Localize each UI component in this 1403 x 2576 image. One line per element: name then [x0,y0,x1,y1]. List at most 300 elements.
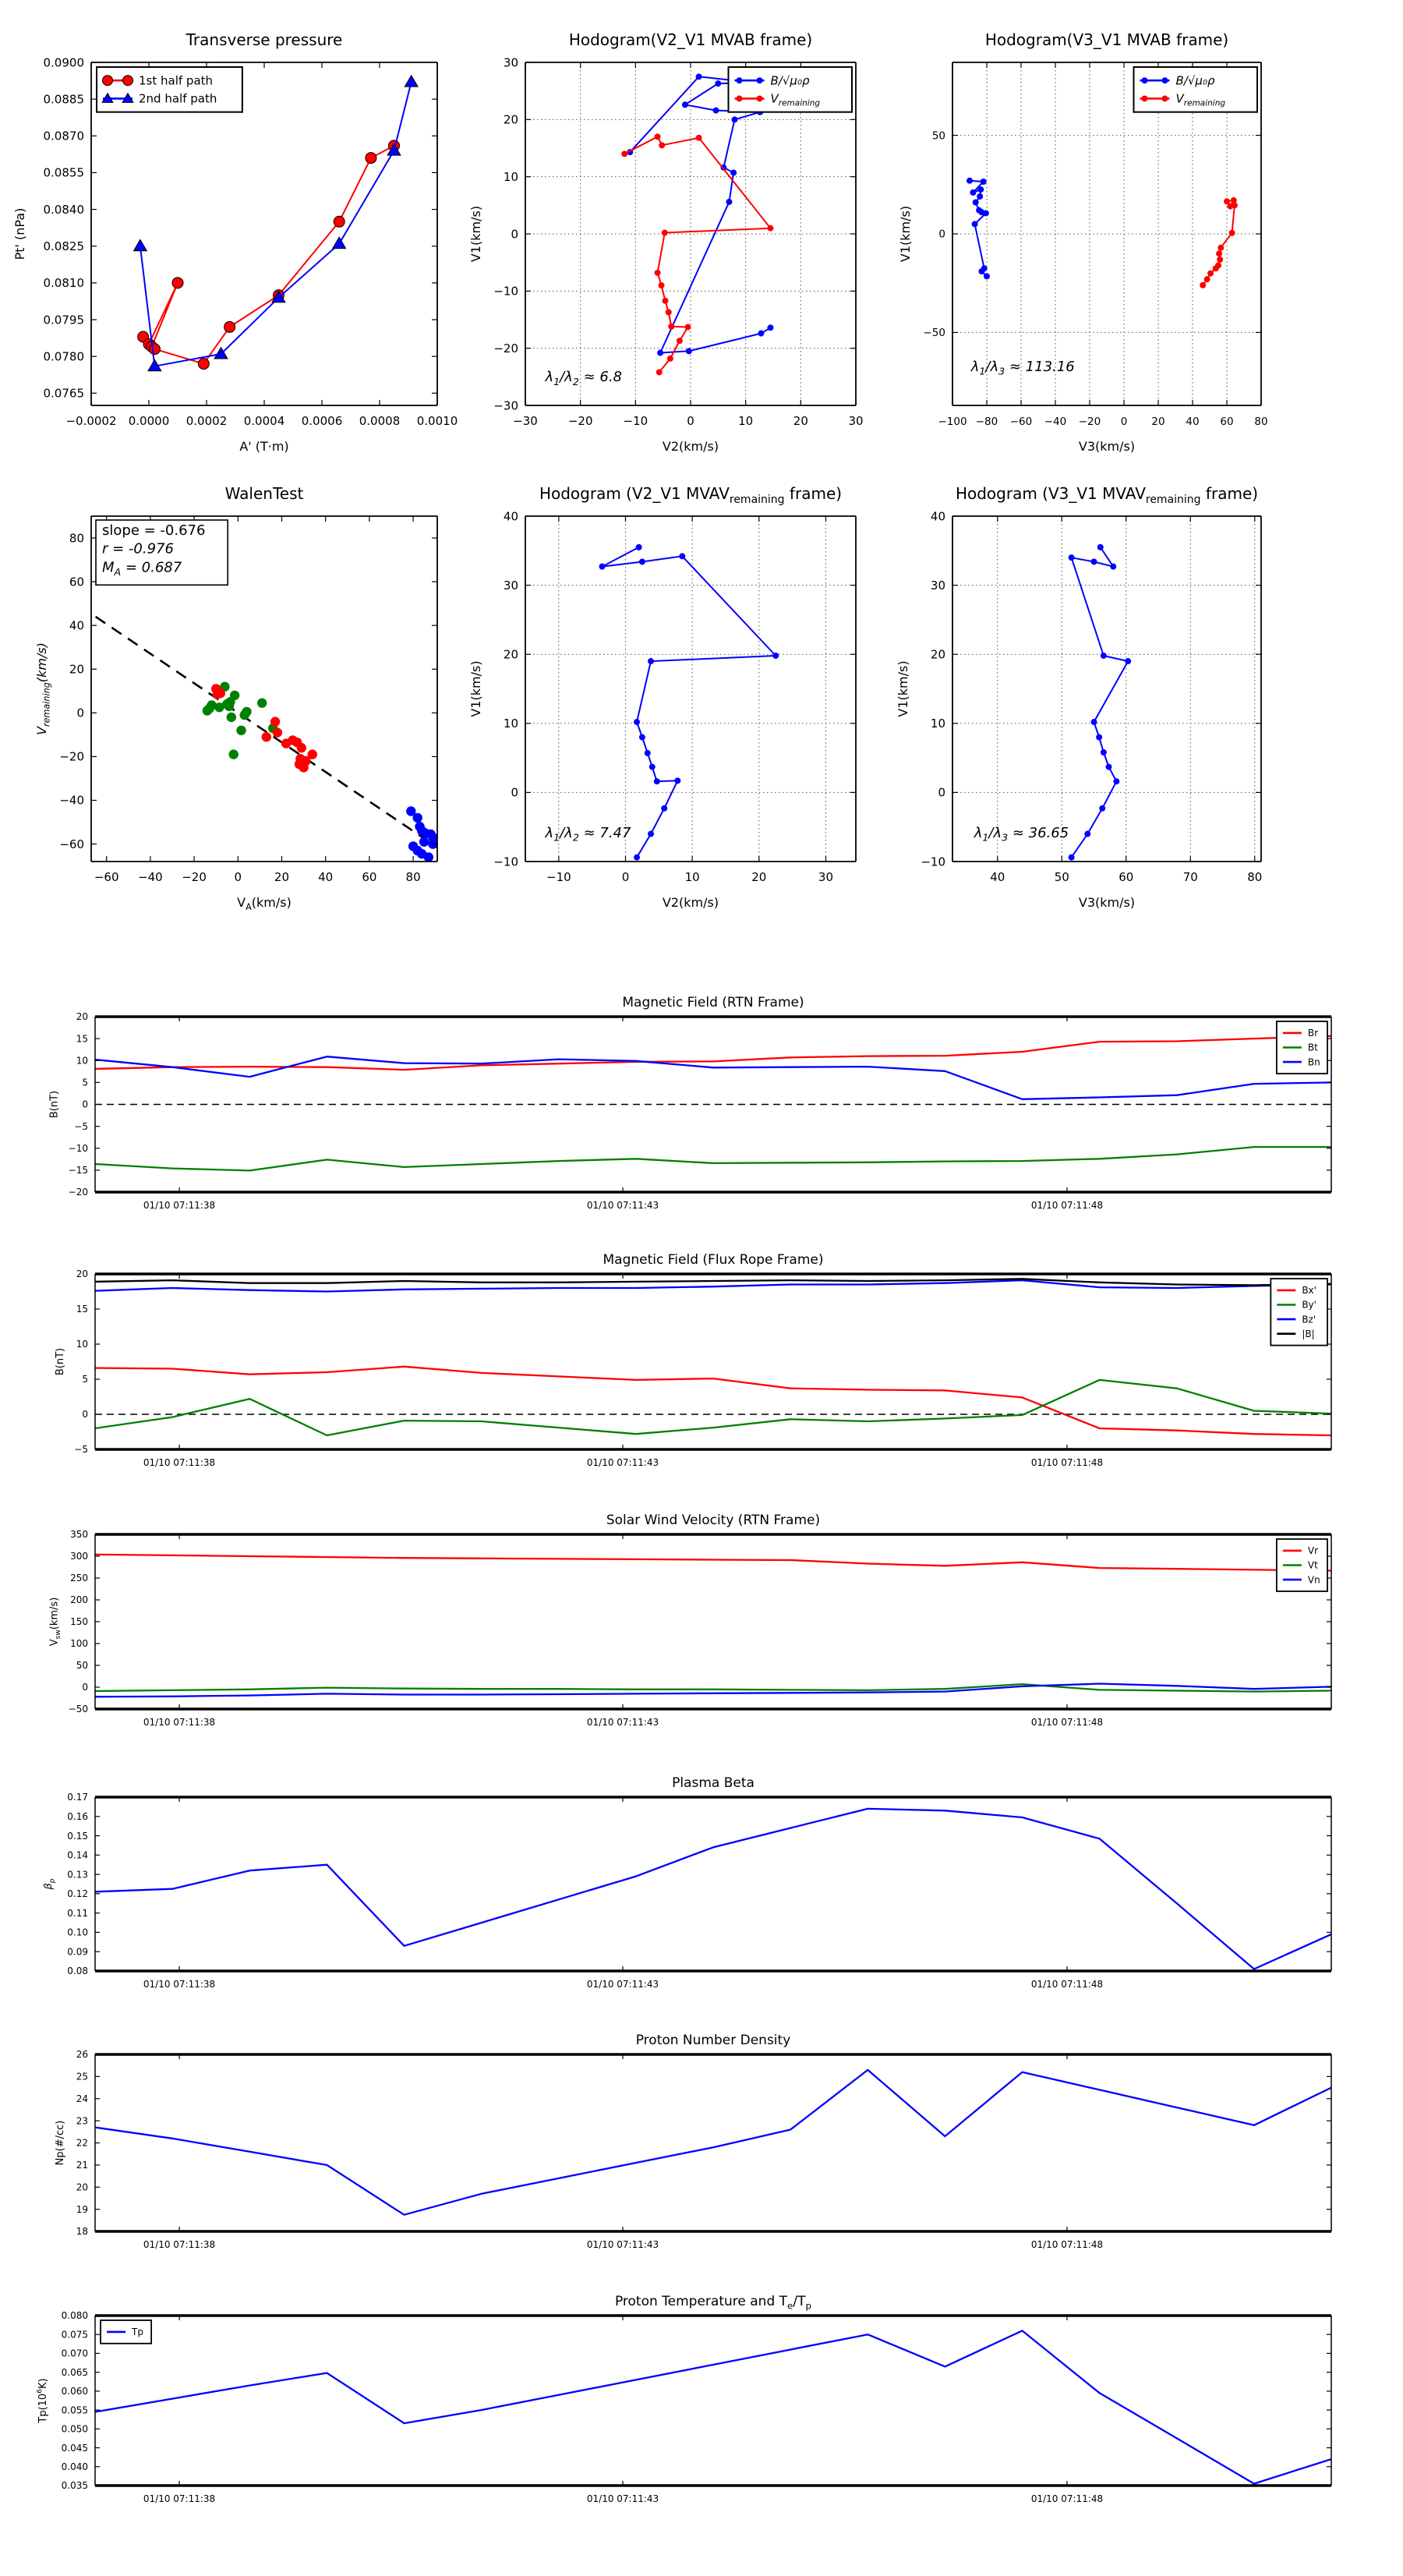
dot-marker [1091,558,1097,564]
x-tick-label: 0 [621,870,630,884]
y-tick-label: 0.0900 [43,55,84,70]
y-tick-label: −20 [493,341,518,356]
x-tick-label: 01/10 07:11:38 [143,1200,216,1211]
y-tick-label: 10 [930,717,945,731]
y-tick-label: 100 [70,1638,88,1650]
dot-marker [655,270,661,276]
dot-marker [621,150,627,157]
dot-marker [1101,749,1107,755]
y-tick-label: 0.16 [67,1810,88,1822]
x-tick-label: 01/10 07:11:48 [1030,1717,1104,1728]
scatter-point [413,813,422,823]
hodogram_v2v1_mvav-title: Hodogram (V2_V1 $MVAV_{remaining}$ frame) [539,484,843,507]
y-tick-label: −10 [493,855,518,869]
dot-marker [639,558,645,564]
scatter-point [262,732,271,741]
dot-marker [668,324,674,330]
hodogram_v2v1_mvav-ylabel: V1(km/s) [468,660,484,717]
annotation: $\lambda_1/\lambda_2 \approx 7.47$ [545,824,631,844]
y-tick-label: 0.065 [61,2366,88,2378]
y-tick-label: −30 [493,398,518,413]
x-tick-label: 40 [1186,416,1200,428]
y-tick-label: 5 [82,1374,88,1385]
x-tick-label: 01/10 07:11:48 [1030,1979,1104,1990]
dot-marker [1125,658,1131,664]
transverse_pressure-xlabel: A' (T·m) [239,439,289,454]
y-tick-label: 24 [76,2093,88,2104]
scatter-point [419,837,429,847]
y-tick-label: −20 [59,749,84,764]
x-tick-label: 20 [793,414,808,428]
dot-marker [981,179,987,185]
x-tick-label: −30 [513,414,538,428]
hodogram_v2v1_mvab-xlabel: V2(km/s) [662,439,719,454]
y-tick-label: 10 [503,717,518,731]
scatter-point [299,763,308,772]
y-tick-label: 30 [503,55,518,70]
y-tick-label: 0.055 [61,2404,88,2416]
scatter-point [270,717,280,726]
y-tick-label: 0.0825 [43,239,84,253]
circle-marker [103,76,113,86]
y-tick-label: 0 [82,1099,88,1110]
y-tick-label: 0.050 [61,2423,88,2435]
circle-marker [149,344,160,355]
y-tick-label: −10 [68,1142,88,1154]
transverse_pressure-title: Transverse pressure [186,30,343,49]
x-tick-label: 01/10 07:11:48 [1030,1457,1104,1468]
y-tick-label: 0 [511,785,518,800]
x-tick-label: −20 [182,870,207,884]
ts_b_rtn-title: Magnetic Field (RTN Frame) [622,995,804,1010]
x-tick-label: −0.0002 [65,414,117,428]
y-tick-label: 19 [76,2203,88,2215]
y-tick-label: −50 [923,327,945,340]
scatter-point [212,689,221,699]
dot-marker [639,734,645,741]
y-tick-label: −20 [68,1187,88,1198]
dot-marker [767,324,773,331]
dot-marker [1213,265,1219,271]
dot-marker [983,210,989,216]
y-tick-label: 0.0780 [43,349,84,364]
legend-label: Vr [1307,1545,1319,1557]
y-tick-label: 300 [70,1551,88,1562]
x-tick-label: 0 [687,414,694,428]
x-tick-label: 01/10 07:11:43 [586,2239,659,2250]
legend-label: B/√μ₀ρ [770,73,810,88]
y-tick-label: 10 [76,1055,88,1067]
dot-marker [662,298,668,304]
dot-marker [1069,855,1075,861]
y-tick-label: 26 [76,2049,88,2061]
y-tick-label: 50 [76,1660,88,1672]
annotation: $\lambda_1/\lambda_3 \approx 36.65$ [974,824,1069,844]
hodogram_v2v1_mvab-title: Hodogram(V2_V1 MVAB frame) [568,30,813,49]
x-tick-label: 01/10 07:11:48 [1030,2239,1104,2250]
x-tick-label: 30 [848,414,864,428]
y-tick-label: 0.13 [67,1869,88,1881]
y-tick-label: 350 [70,1529,88,1541]
y-tick-label: 40 [930,509,945,524]
x-tick-label: 30 [818,870,834,884]
y-tick-label: 80 [69,531,84,546]
y-tick-label: 23 [76,2115,88,2127]
dot-marker [696,135,702,141]
x-tick-label: 0.0004 [243,414,285,428]
dot-marker [737,95,743,101]
scatter-point [236,726,246,735]
dot-marker [726,199,732,205]
y-tick-label: 60 [69,575,84,589]
ts_beta-title: Plasma Beta [672,1775,755,1791]
ts_np-ylabel: Np(#/cc) [55,2120,67,2166]
x-tick-label: 01/10 07:11:48 [1030,1200,1104,1211]
legend-label: Bz' [1302,1314,1316,1325]
stats-line: r = -0.976 [102,540,174,557]
dot-marker [696,73,702,80]
y-tick-label: −15 [68,1165,88,1177]
y-tick-label: 0.0765 [43,386,84,401]
dot-marker [767,225,773,232]
dot-marker [674,777,680,784]
y-tick-label: 0.045 [61,2442,88,2454]
y-tick-label: −60 [59,837,84,851]
x-tick-label: −80 [975,416,998,428]
scatter-point [273,727,282,737]
legend-label: $V_{remaining}$ [1175,91,1226,108]
y-tick-label: 0.060 [61,2386,88,2397]
y-tick-label: 250 [70,1573,88,1584]
scatter-point [229,749,239,759]
y-tick-label: 200 [70,1594,88,1606]
dot-marker [757,77,763,83]
dot-marker [654,778,660,784]
y-tick-label: −5 [74,1444,88,1456]
dot-marker [684,324,691,331]
dot-marker [648,831,654,837]
y-tick-label: 0 [938,228,945,241]
ts_tp-ylabel: $Tp(10^6K)$ [36,2378,49,2423]
y-tick-label: 0.0870 [43,129,84,143]
y-tick-label: 40 [69,618,84,633]
dot-marker [1204,276,1210,282]
hodogram_v3v1_mvab-xlabel: V3(km/s) [1078,439,1136,454]
y-tick-label: 150 [70,1616,88,1628]
x-tick-label: −60 [94,870,119,884]
circle-marker [366,153,376,164]
dot-marker [648,658,654,664]
y-tick-label: 20 [69,662,84,677]
x-tick-label: 01/10 07:11:38 [143,1979,216,1990]
legend-label: B/√μ₀ρ [1175,73,1215,88]
x-tick-label: 70 [1182,870,1198,884]
y-tick-label: −10 [493,284,518,299]
legend-label: Bt [1307,1042,1318,1053]
dot-marker [1142,95,1148,101]
annotation: $\lambda_1/\lambda_2 \approx 6.8$ [545,369,623,387]
stats-line: slope = -0.676 [102,522,206,539]
y-tick-label: −40 [59,793,84,808]
legend-label: By' [1302,1299,1316,1311]
dot-marker [737,77,743,83]
x-tick-label: 01/10 07:11:43 [586,1979,659,1990]
y-tick-label: 0.08 [67,1966,88,1977]
y-tick-label: 30 [503,578,518,593]
y-tick-label: 20 [76,1269,88,1280]
y-tick-label: 0.15 [67,1830,88,1842]
dot-marker [758,331,764,337]
circle-marker [198,359,209,370]
y-tick-label: 22 [76,2137,88,2149]
stats-line: $M_A = 0.687$ [102,559,182,578]
dot-marker [1207,271,1214,277]
walen_test-xlabel: $V_A(km/s)$ [237,895,292,913]
x-tick-label: −60 [1009,416,1033,428]
y-tick-label: 0.0885 [43,92,84,107]
dot-marker [1069,554,1075,561]
hodogram_v3v1_mvav-title: Hodogram (V3_V1 $MVAV_{remaining}$ frame) [955,484,1259,507]
ts_tp-title: Proton Temperature and $T_e/T_p$ [614,2294,812,2312]
walen_test-ylabel: $V_{remaining}(km/s)$ [34,642,52,735]
dot-marker [1232,202,1238,208]
dot-marker [682,101,688,108]
x-tick-label: 01/10 07:11:43 [586,1717,659,1728]
scatter-point [297,743,306,752]
y-tick-label: −5 [74,1120,88,1132]
dot-marker [686,348,692,354]
y-tick-label: 0.0840 [43,202,84,217]
scatter-point [242,707,251,717]
dot-marker [634,719,640,725]
dot-marker [657,350,663,356]
ts_np-title: Proton Number Density [635,2033,791,2048]
dot-marker [662,230,668,236]
dot-marker [1142,77,1148,83]
hodogram_v2v1_mvav-xlabel: V2(km/s) [662,895,719,910]
dot-marker [970,189,976,196]
legend-label: Bn [1307,1056,1320,1068]
scatter-point [424,852,433,862]
scatter-point [308,749,317,759]
dot-marker [1216,250,1222,257]
circle-marker [123,76,133,86]
dot-marker [1096,734,1102,741]
x-tick-label: 01/10 07:11:43 [586,2493,659,2504]
walen_test-title: WalenTest [224,484,304,503]
x-tick-label: 20 [751,870,767,884]
dot-marker [667,356,673,362]
y-tick-label: 0.070 [61,2348,88,2359]
scatter-point [230,691,239,700]
transverse_pressure-ylabel: Pt' (nPa) [12,207,28,260]
dot-marker [659,282,665,288]
y-tick-label: 0.14 [67,1849,88,1861]
y-tick-label: 20 [76,1011,88,1023]
y-tick-label: 21 [76,2160,88,2171]
dot-marker [636,544,642,550]
y-tick-label: 5 [82,1077,88,1088]
x-tick-label: 0.0006 [301,414,343,428]
dot-marker [1091,719,1097,725]
y-tick-label: 0.0795 [43,313,84,327]
x-tick-label: 20 [274,870,290,884]
dot-marker [715,80,721,87]
ts_b_fr-ylabel: B(nT) [55,1347,67,1376]
y-tick-label: 0 [76,706,84,720]
scatter-point [227,713,236,722]
circle-marker [224,321,235,332]
x-tick-label: 01/10 07:11:43 [586,1457,659,1468]
y-tick-label: 40 [503,509,518,524]
y-tick-label: 15 [76,1304,88,1315]
dot-marker [1200,282,1206,288]
legend-label: Bx' [1302,1285,1316,1297]
legend-label: 1st half path [139,73,214,88]
y-tick-label: −10 [921,855,945,869]
dot-marker [659,142,665,148]
x-tick-label: 80 [1254,416,1268,428]
y-tick-label: 20 [503,112,518,127]
hodogram_v3v1_mvav-xlabel: V3(km/s) [1078,895,1136,910]
dot-marker [645,750,651,756]
y-tick-label: 0.17 [67,1792,88,1803]
x-tick-label: −20 [1078,416,1101,428]
y-tick-label: 18 [76,2226,88,2238]
dot-marker [655,133,661,140]
legend-label: $V_{remaining}$ [770,91,821,108]
x-tick-label: 01/10 07:11:43 [586,1200,659,1211]
x-tick-label: −40 [138,870,163,884]
dot-marker [757,95,763,101]
dot-marker [772,653,779,659]
y-tick-label: 25 [76,2071,88,2082]
circle-marker [172,278,183,288]
y-tick-label: 0.10 [67,1927,88,1938]
x-tick-label: 01/10 07:11:38 [143,1717,216,1728]
x-tick-label: 01/10 07:11:38 [143,1457,216,1468]
x-tick-label: 50 [1054,870,1069,884]
x-tick-label: 0.0008 [359,414,401,428]
dot-marker [1097,544,1104,550]
ts_vsw-title: Solar Wind Velocity (RTN Frame) [606,1513,821,1528]
ts_vsw-ylabel: $V_{sw}(km/s)$ [48,1597,63,1647]
y-tick-label: 0.11 [67,1907,88,1919]
dot-marker [656,369,663,375]
y-tick-label: 30 [930,578,945,593]
y-tick-label: 0.0855 [43,165,84,180]
x-tick-label: −10 [546,870,571,884]
x-tick-label: −10 [623,414,648,428]
x-tick-label: 0.0010 [416,414,458,428]
legend-label: |B| [1302,1328,1315,1339]
legend-label: Tp [132,2327,143,2338]
x-tick-label: 80 [405,870,421,884]
x-tick-label: 0 [1120,416,1128,428]
dot-marker [666,309,672,315]
x-tick-label: 01/10 07:11:38 [143,2493,216,2504]
dot-marker [984,273,990,279]
y-tick-label: 0.040 [61,2461,88,2472]
ts_b_rtn-ylabel: B(nT) [48,1090,61,1119]
dot-marker [1101,653,1107,659]
ts_b_fr-legend [1270,1279,1327,1346]
y-tick-label: 50 [931,129,945,143]
dot-marker [1217,245,1224,251]
x-tick-label: 60 [1220,416,1234,428]
ts_b_fr-title: Magnetic Field (Flux Rope Frame) [603,1252,824,1268]
x-tick-label: 40 [318,870,334,884]
x-tick-label: −20 [567,414,593,428]
x-tick-label: 40 [990,870,1005,884]
dot-marker [730,170,737,176]
dot-marker [967,178,973,184]
hodogram_v3v1_mvav-ylabel: V1(km/s) [896,660,911,717]
dot-marker [1229,230,1235,236]
x-tick-label: 0.0000 [128,414,170,428]
y-tick-label: 15 [76,1033,88,1045]
dot-marker [732,116,738,122]
x-tick-label: 01/10 07:11:38 [143,2239,216,2250]
legend-label: Br [1307,1028,1319,1039]
dot-marker [1217,257,1223,263]
y-tick-label: 0 [82,1409,88,1421]
y-tick-label: 0 [938,785,945,800]
dot-marker [1113,778,1119,784]
dot-marker [713,108,719,114]
legend-label: Vt [1307,1559,1318,1571]
y-tick-label: −50 [68,1704,88,1715]
y-tick-label: 0.035 [61,2480,88,2492]
dot-marker [1084,831,1090,837]
ts_beta-ylabel: $\beta_p$ [43,1878,57,1890]
x-tick-label: 60 [362,870,377,884]
dot-marker [977,193,983,200]
dot-marker [972,221,978,227]
y-tick-label: 0.12 [67,1888,88,1900]
x-tick-label: 0 [234,870,242,884]
hodogram_v3v1_mvab-title: Hodogram(V3_V1 MVAB frame) [984,30,1229,49]
y-tick-label: 20 [930,647,945,662]
annotation: $\lambda_1/\lambda_3 \approx 113.16$ [970,359,1075,377]
x-tick-label: 10 [738,414,754,428]
dot-marker [649,764,656,770]
dot-marker [677,338,683,344]
x-tick-label: −40 [1044,416,1067,428]
y-tick-label: 0 [511,227,518,242]
x-tick-label: 80 [1247,870,1263,884]
hodogram_v3v1_mvab-ylabel: V1(km/s) [897,205,913,263]
y-tick-label: 10 [503,169,518,184]
dot-marker [634,855,640,861]
dot-marker [1162,77,1168,83]
x-tick-label: 01/10 07:11:48 [1030,2493,1104,2504]
y-tick-label: 0.0810 [43,276,84,291]
y-tick-label: 0.080 [61,2310,88,2322]
x-tick-label: 20 [1151,416,1165,428]
dot-marker [661,805,667,812]
x-tick-label: 0.0002 [186,414,228,428]
x-tick-label: 60 [1119,870,1134,884]
x-tick-label: 10 [684,870,700,884]
y-tick-label: 10 [76,1339,88,1350]
dot-marker [977,186,984,193]
dot-marker [978,268,984,274]
dot-marker [679,553,685,559]
dot-marker [1110,564,1116,570]
x-tick-label: −100 [938,416,967,428]
scatter-point [257,699,267,708]
